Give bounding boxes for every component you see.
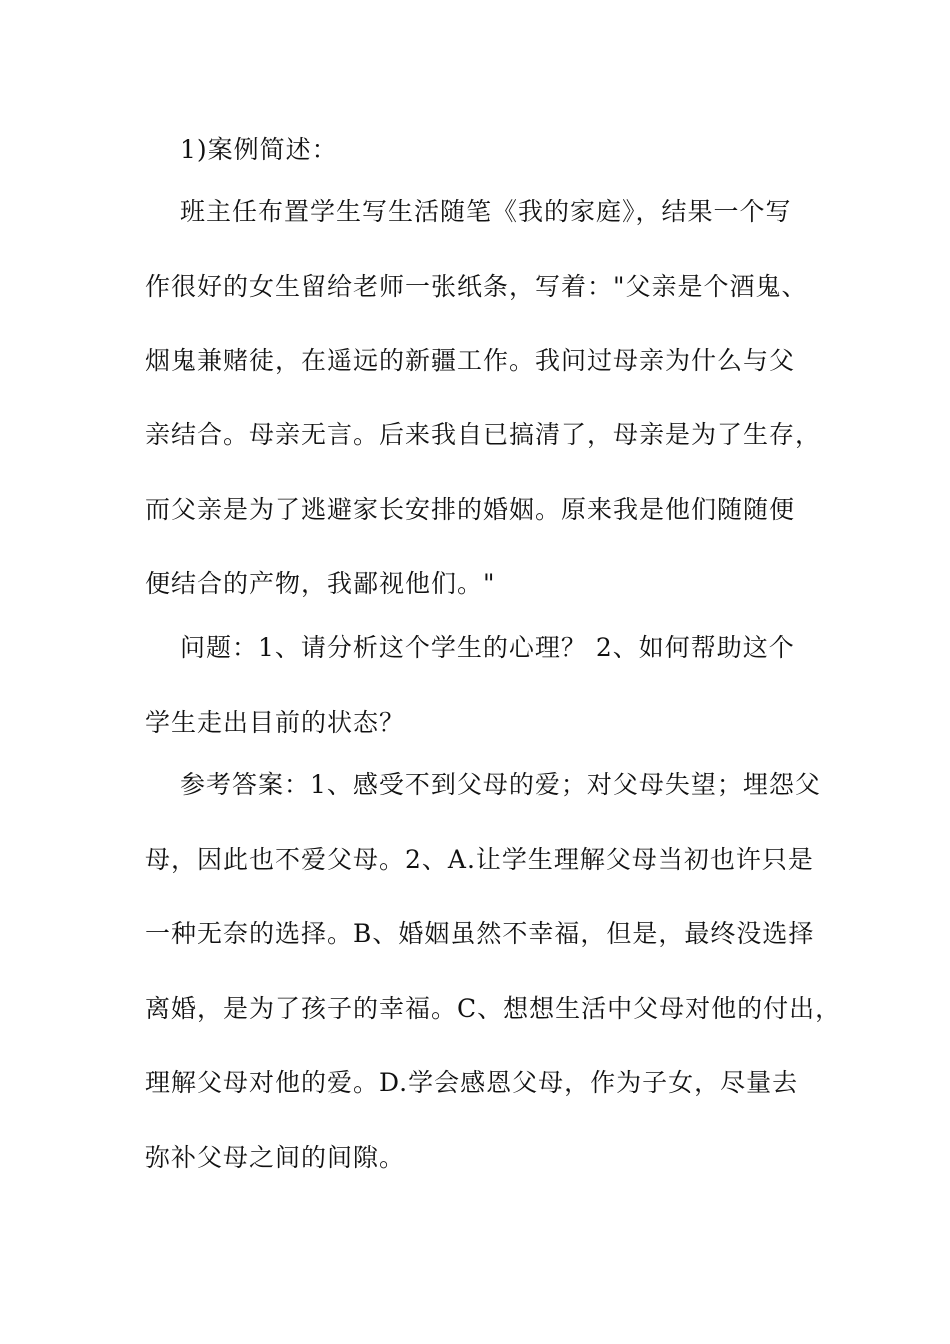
case-paragraph-line-3: 烟鬼兼赌徒，在遥远的新疆工作。我问过母亲为什么与父 <box>145 346 796 375</box>
case-paragraph-line-6: 便结合的产物，我鄙视他们。" <box>145 569 496 598</box>
case-paragraph-line-2: 作很好的女生留给老师一张纸条，写着："父亲是个酒鬼、 <box>145 272 808 301</box>
answer-line-4: 离婚，是为了孩子的幸福。C、想想生活中父母对他的付出， <box>145 994 842 1023</box>
question-line-1: 问题：1、请分析这个学生的心理？ 2、如何帮助这个 <box>180 633 795 662</box>
answer-line-3: 一种无奈的选择。B、婚姻虽然不幸福，但是，最终没选择 <box>145 919 815 948</box>
answer-line-6: 弥补父母之间的间隙。 <box>145 1143 406 1172</box>
answer-line-2: 母，因此也不爱父母。2、A.让学生理解父母当初也许只是 <box>145 845 814 874</box>
answer-line-1: 参考答案：1、感受不到父母的爱；对父母失望；埋怨父 <box>180 770 821 799</box>
section-heading: 1)案例简述： <box>180 135 338 164</box>
case-paragraph-line-4: 亲结合。母亲无言。后来我自已搞清了，母亲是为了生存， <box>145 420 822 449</box>
case-paragraph-line-5: 而父亲是为了逃避家长安排的婚姻。原来我是他们随随便 <box>145 495 796 524</box>
question-line-2: 学生走出目前的状态？ <box>145 708 406 737</box>
case-paragraph-line-1: 班主任布置学生写生活随笔《我的家庭》，结果一个写 <box>180 197 792 226</box>
answer-line-5: 理解父母对他的爱。D.学会感恩父母，作为子女，尽量去 <box>145 1068 799 1097</box>
